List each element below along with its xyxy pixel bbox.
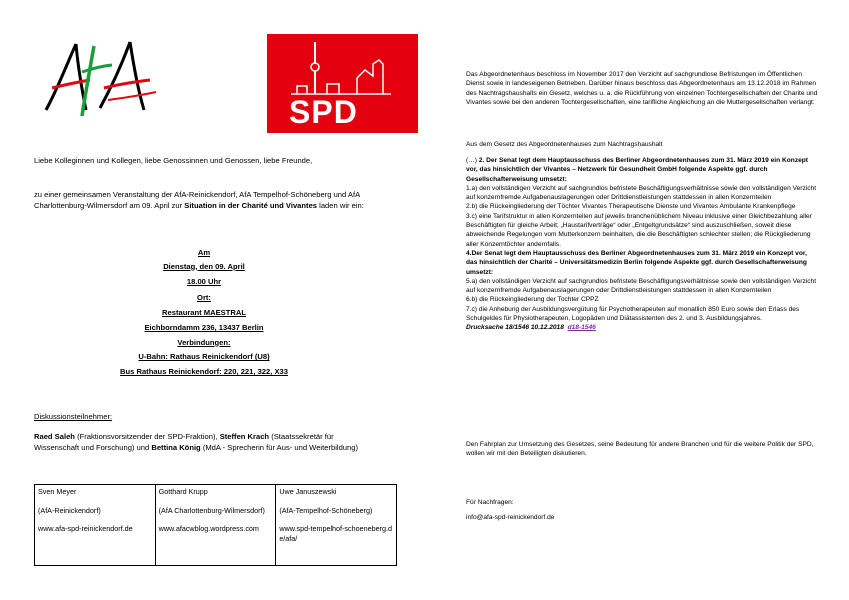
event-bus: Bus Rathaus Reinickendorf: 220, 221, 322, X33 [120, 366, 288, 376]
greeting: Liebe Kolleginnen und Kollegen, liebe Genossinnen und Genossen, liebe Freunde, [34, 156, 313, 165]
law-point-7c: 7.c) die Anhebung der Ausbildungsvergütung für Psychotherapeuten auf monatlich 850 Euro sowie den Erlass des Schulgeldes für Physiotherapeuten, Logopäden und Diätassistenten des 2. und 3. Ausbildungsjahres. [466, 305, 800, 323]
spd-logo [267, 34, 418, 133]
contacts-table [34, 484, 397, 566]
contact-cell-3 [276, 485, 397, 566]
event-location-label: Ort: [197, 292, 211, 302]
event-address: Eichborndamm 236, 13437 Berlin [144, 322, 264, 332]
event-venue: Restaurant MAESTRAL [162, 308, 246, 318]
law-point-2a: 1.a) den vollständigen Verzicht auf sachgrundlos befristete Beschäftigungsverhältnisse sowie den vollständigen Verzicht auf konzernfremde Aufgabenauslagerungen oder Drittdienstleistungen stattdessen in allen Konzernteilen [466, 184, 817, 202]
participant-2-role: (Staatssekretär für Wissenschaft und Forschung) und [34, 432, 334, 452]
law-point-2c: 3.c) eine Tarifstruktur in allen Konzernteilen auf jeweils branchenüblichem Niveau inklusive einer Gleichbezahlung aller Beschäftigten für gleiche Arbeit; „Haustarifverträge“ oder „Entgeltgrundsätze“ sind auszuschließen, soweit diese abweichende Regelungen vom Mutterkonzern beinhalten, die die Beschäftigten schlechter stellen; die Rückgliederung aller Konzerntöchter andernfalls. [466, 212, 812, 248]
panel-label: Diskussionsteilnehmer: [34, 412, 113, 421]
drucksache-label: Drucksache 18/1546 10.12.2018 [466, 324, 564, 332]
law-point-6b: 6.b) die Rückeingliederung der Tochter CPPZ [466, 296, 599, 304]
event-time: 18.00 Uhr [186, 277, 222, 287]
law-point-5a: 5.a) den vollständigen Verzicht auf sachgrundlos befristete Beschäftigungsverhältnisse sowie den vollständigen Verzicht auf konzernfremde Aufgabenauslagerungen oder Drittdienstleistungen stattdessen in allen Konzernteilen [466, 277, 817, 295]
contact-cell-2 [155, 485, 276, 566]
contact-web[interactable]: www.spd-tempelhof-schoeneberg.de/afa/ [279, 524, 392, 543]
law-point-2-bold: 2. Der Senat legt dem Hauptausschuss des Berliner Abgeordnetenhauses zum 31. März 2019 ein Konzept vor, das hinsichtlich der Vivantes – Netzwerk für Gesundheit GmbH folgende Aspekte ggf. durch Gesellschafterweisung umsetzt: [466, 157, 809, 183]
invitation-text [34, 190, 374, 211]
law-excerpt [466, 156, 818, 333]
event-date: Dienstag, den 09. April [163, 261, 245, 271]
invitation-part-2: laden wir ein: [317, 200, 364, 210]
participant-1-role: (Fraktionsvorsitzender der SPD-Fraktion), [74, 432, 220, 441]
contact-name: Sven Meyer [38, 487, 77, 496]
law-point-2 [466, 156, 818, 184]
contact-cell-1 [35, 485, 156, 566]
contact-org: (AfA Charlottenburg-Wilmersdorf) [158, 506, 265, 515]
contact-org: (AfA-Tempelhof-Schöneberg) [279, 506, 373, 515]
intro-text: Das Abgeordnetenhaus beschloss im November 2017 den Verzicht auf sachgrundlose Befristungen im Öffentlichen Dienst sowie in landeseigenen Betrieben. Darüber hinaus beschloss das Abgeordnetenhaus am 13.12.2018 im Rahmen des Nachtragshaushalts ein Gesetz, welches u. a. die Rückführung von einzelnen Tochtergesellschaften der Charite und Vivantes sowie bei den anderen Tochtergesellschaften, eine tarifliche Angleichung an die Muttergesellschaften verlangt: [466, 71, 818, 106]
afa-logo [38, 38, 158, 120]
law-point-2-prefix: (…) [466, 157, 479, 164]
drucksache-reference [466, 323, 818, 332]
contact-org: (AfA-Reinickendorf) [38, 506, 101, 515]
law-point-4: 4.Der Senat legt dem Hauptausschuss des Berliner Abgeordnetenhauses zum 31. März 2019 ein Konzept vor, das hinsichtlich der Charité – Universitätsmedizin Berlin folgende Aspekte ggf. durch Gesellschafterweisung umsetzt: [466, 249, 807, 276]
law-point-2b: 2.b) die Rückeingliederung der Töchter Vivantes Therapeutische Dienste und Vivantes Ambulante Krankenpflege [466, 203, 796, 211]
participant-1-name: Raed Saleh [34, 432, 75, 441]
event-details [34, 248, 374, 377]
participant-2-name: Steffen Krach [219, 432, 270, 441]
panel-participants [34, 432, 379, 453]
invitation-topic: Situation in der Charité und Vivantes [184, 200, 318, 210]
contact-label: Für Nachfragen: [466, 499, 514, 506]
contact-name: Uwe Januszewski [279, 487, 337, 496]
contacts-row [35, 485, 397, 566]
contact-name: Gotthard Krupp [158, 487, 208, 496]
contact-email[interactable]: info@afa-spd-reinickendorf.de [466, 514, 555, 521]
law-heading: Aus dem Gesetz des Abgeordnetenhauses zum Nachtragshaushalt [466, 141, 663, 148]
event-connections-label: Verbindungen: [177, 337, 231, 347]
spd-logo-text: SPD [289, 94, 358, 130]
event-am: Am [197, 248, 211, 257]
drucksache-link[interactable]: d18-1546 [567, 324, 596, 332]
fahrplan-text: Den Fahrplan zur Umsetzung des Gesetzes, seine Bedeutung für andere Branchen und für die weitere Politik der SPD, wollen wir mit den Beteiligten diskutieren. [466, 441, 814, 458]
participant-3-name: Bettina König [151, 442, 201, 452]
invitation-part-1: zu einer gemeinsamen Veranstaltung der AfA-Reinickendorf, AfA Tempelhof-Schöneberg und AfA Charlottenburg-Wilmersdorf am 09. April zur [34, 190, 360, 210]
participant-3-role: (MdA - Sprecherin für Aus- und Weiterbildung) [200, 442, 358, 452]
contact-web[interactable]: www.afa-spd-reinickendorf.de [38, 524, 133, 533]
event-ubahn: U-Bahn: Rathaus Reinickendorf (U8) [138, 352, 270, 362]
contact-web[interactable]: www.afacwblog.wordpress.com [158, 524, 259, 533]
